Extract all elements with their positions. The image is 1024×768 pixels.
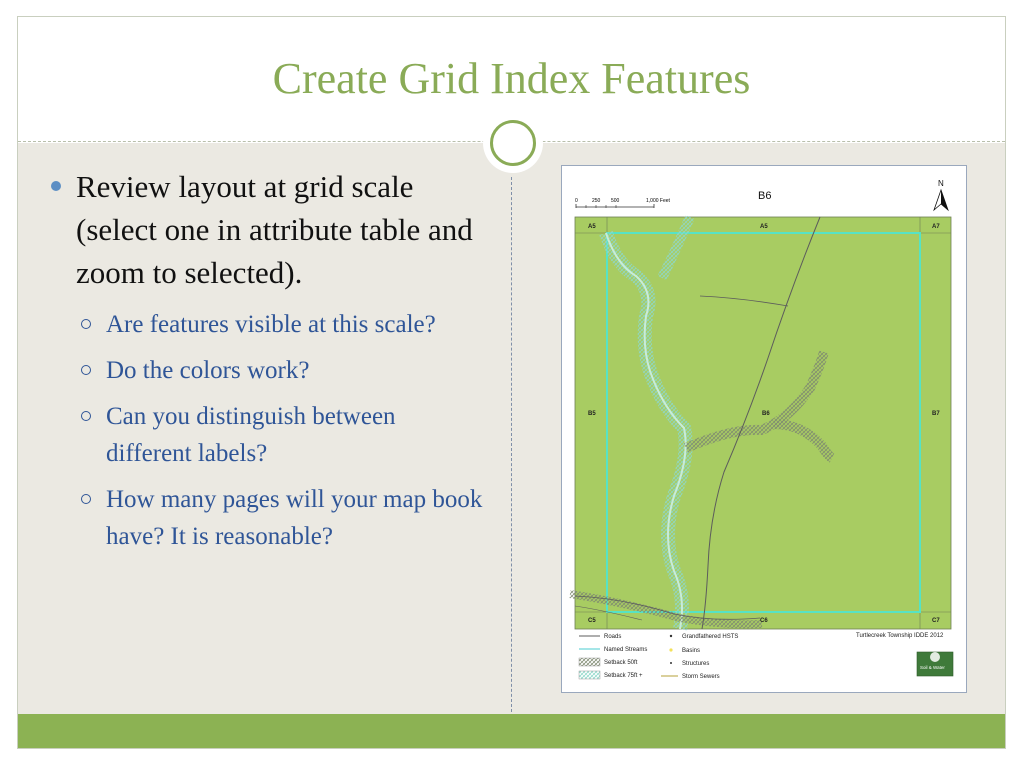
slide bbox=[17, 16, 1006, 749]
map-credit: Turtlecreek Township IDDE 2012 bbox=[856, 633, 944, 639]
svg-text:Soil & Water: Soil & Water bbox=[920, 665, 945, 670]
legend-label: Structures bbox=[682, 661, 710, 667]
svg-text:N: N bbox=[938, 179, 944, 188]
grid-label: B5 bbox=[588, 411, 596, 417]
grid-label: B6 bbox=[762, 411, 770, 417]
legend-label: Basins bbox=[682, 648, 701, 654]
subbullet-text: Can you distinguish between different labels? bbox=[106, 403, 396, 467]
grid-label: C7 bbox=[932, 618, 940, 624]
subbullet-item bbox=[46, 352, 486, 389]
legend-label: Grandfathered HSTS bbox=[682, 634, 739, 640]
map-legend bbox=[579, 634, 738, 680]
slide-title: Create Grid Index Features bbox=[272, 54, 751, 103]
grid-label: A7 bbox=[932, 224, 940, 230]
subbullet-item bbox=[46, 398, 486, 472]
soil-water-logo-icon bbox=[917, 652, 953, 676]
scale-label: 0 bbox=[575, 198, 578, 204]
content-text bbox=[46, 165, 486, 564]
grid-label: A5 bbox=[588, 224, 596, 230]
legend-label: Roads bbox=[604, 634, 622, 640]
bullet-item bbox=[46, 165, 486, 294]
scale-label: 500 bbox=[611, 198, 620, 204]
legend-label: Setback 75ft + bbox=[604, 673, 643, 679]
map-body bbox=[570, 217, 951, 629]
ring-bullet-icon bbox=[81, 494, 91, 504]
legend-label: Named Streams bbox=[604, 647, 648, 653]
north-arrow-icon bbox=[934, 179, 948, 210]
subbullet-text: Are features visible at this scale? bbox=[106, 311, 436, 338]
scale-label: 250 bbox=[592, 198, 601, 204]
subbullet-text: How many pages will your map book have? It is reasonable? bbox=[106, 486, 483, 550]
map-title: B6 bbox=[758, 190, 772, 202]
bullet-text: Review layout at grid scale (select one in attribute table and zoom to selected). bbox=[76, 169, 473, 290]
legend-label: Storm Sewers bbox=[682, 674, 720, 680]
ring-bullet-icon bbox=[81, 365, 91, 375]
column-divider bbox=[511, 177, 512, 717]
bullet-dot-icon bbox=[51, 181, 61, 191]
grid-label: B7 bbox=[932, 411, 940, 417]
legend-label: Setback 50ft bbox=[604, 660, 638, 666]
circle-ornament-icon bbox=[483, 113, 543, 173]
subbullet-text: Do the colors work? bbox=[106, 357, 310, 384]
footer-band bbox=[18, 714, 1005, 748]
grid-label: C6 bbox=[760, 618, 768, 624]
subbullet-list bbox=[46, 306, 486, 555]
grid-label: C5 bbox=[588, 618, 596, 624]
map-image bbox=[561, 165, 967, 693]
ring-bullet-icon bbox=[81, 411, 91, 421]
subbullet-item bbox=[46, 481, 486, 555]
scale-bar bbox=[575, 198, 671, 208]
subbullet-item bbox=[46, 306, 486, 343]
ring-bullet-icon bbox=[81, 319, 91, 329]
scale-label: 1,000 Feet bbox=[646, 198, 670, 204]
grid-label: A5 bbox=[760, 224, 768, 230]
